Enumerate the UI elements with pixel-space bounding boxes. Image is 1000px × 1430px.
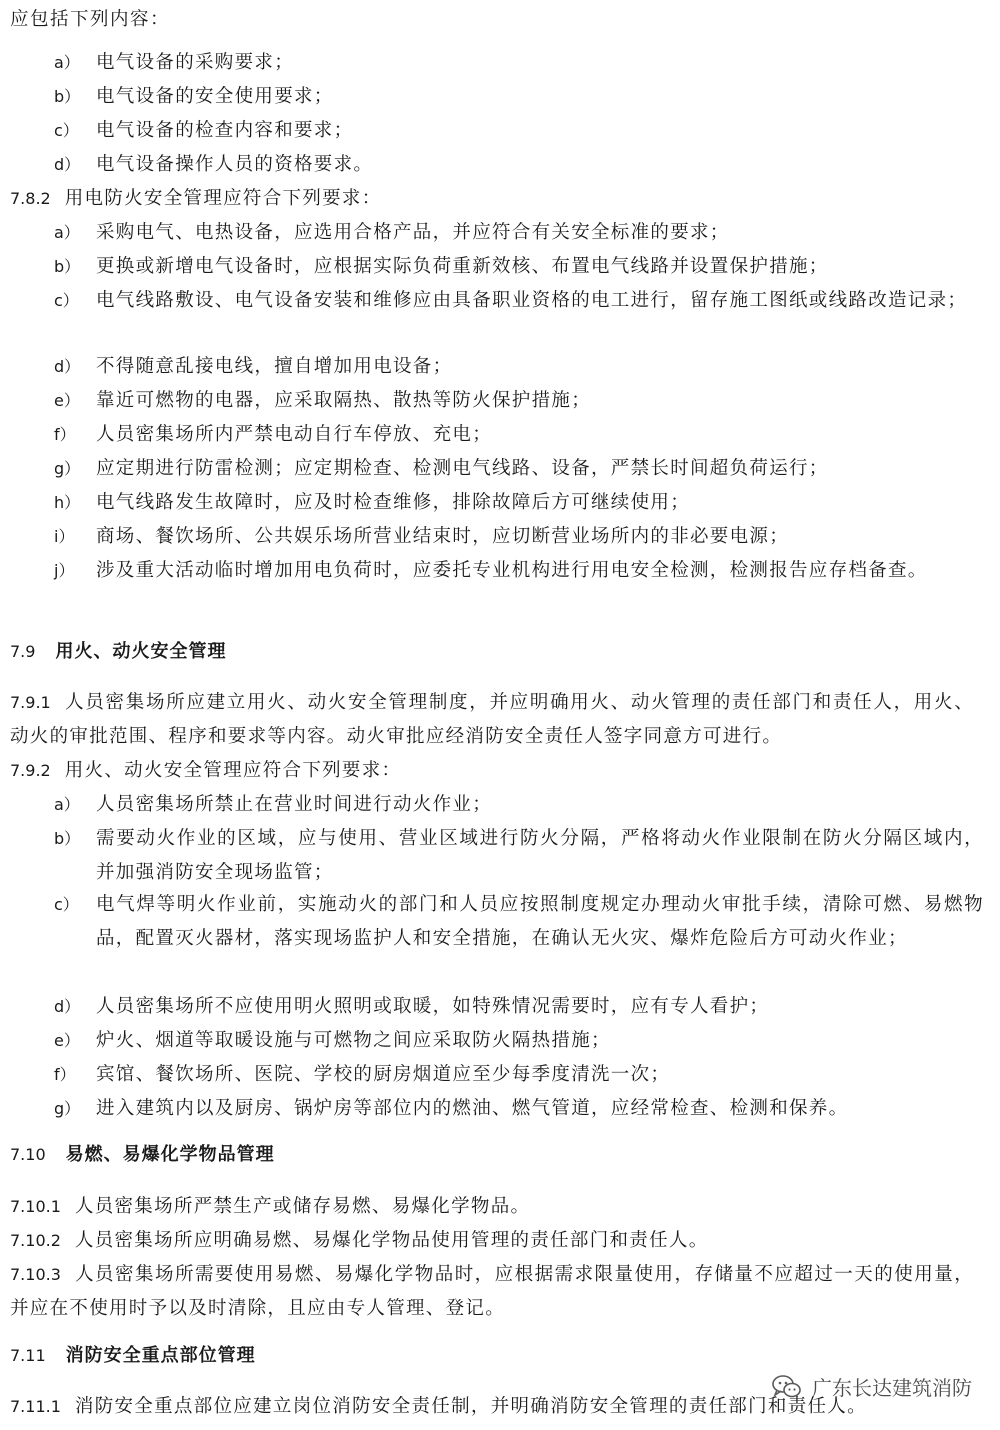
list-item (54, 350, 984, 384)
clause-7-9-1 (10, 686, 974, 754)
list-item-text: 采购电气、电热设备，应选用合格产品，并应符合有关安全标准的要求； (96, 222, 730, 243)
clause-7-9-2 (10, 754, 974, 788)
list-marker: c） (54, 291, 79, 310)
list-marker: b） (54, 257, 81, 276)
list-marker: a） (54, 795, 80, 814)
list-item (54, 418, 984, 452)
section-number: 7.9 (10, 642, 36, 661)
list-item-text: 电气设备操作人员的资格要求。 (96, 154, 374, 175)
section-heading-7-9 (10, 640, 226, 664)
list-item (54, 452, 984, 486)
list-marker: b） (54, 829, 81, 848)
list-item (54, 114, 984, 148)
list-item-text: 电气设备的检查内容和要求； (96, 120, 354, 141)
list-item-text: 人员密集场所不应使用明火照明或取暖，如特殊情况需要时，应有专人看护； (96, 996, 770, 1017)
list-item-text: 进入建筑内以及厨房、锅炉房等部位内的燃油、燃气管道，应经常检查、检测和保养。 (96, 1098, 849, 1119)
list-item (54, 284, 984, 318)
list-item-text: 商场、餐饮场所、公共娱乐场所营业结束时，应切断营业场所内的非必要电源； (96, 526, 790, 547)
section-title: 易燃、易爆化学物品管理 (65, 1144, 275, 1165)
intro-line: 应包括下列内容： (10, 9, 171, 30)
clause-number: 7.11.1 (10, 1397, 61, 1416)
list-marker: c） (54, 121, 79, 140)
clause-7-10-1 (10, 1190, 974, 1224)
clause-number: 7.9.1 (10, 693, 51, 712)
list-marker: f） (54, 425, 76, 444)
list-item-text: 电气设备的安全使用要求； (96, 86, 334, 107)
list-item-text: 不得随意乱接电线，擅自增加用电设备； (96, 356, 453, 377)
list-item (54, 216, 984, 250)
list-item (54, 46, 984, 80)
list-item (54, 80, 984, 114)
list-marker: d） (54, 357, 81, 376)
clause-text: 人员密集场所严禁生产或储存易燃、易爆化学物品。 (74, 1196, 531, 1217)
clause-text: 用电防火安全管理应符合下列要求： (64, 188, 382, 209)
clause-number: 7.8.2 (10, 189, 51, 208)
list-item-text: 应定期进行防雷检测；应定期检查、检测电气线路、设备，严禁长时间超负荷运行； (96, 458, 829, 479)
list-item (54, 384, 984, 418)
list-item-text: 电气线路敷设、电气设备安装和维修应由具备职业资格的电工进行，留存施工图纸或线路改造记录； (96, 290, 968, 311)
list-marker: f） (54, 1065, 76, 1084)
watermark-text: 广东长达建筑消防 (812, 1376, 972, 1400)
clause-7-8-2 (10, 182, 974, 216)
section-number: 7.11 (10, 1346, 46, 1365)
list-marker: h） (54, 493, 81, 512)
list-marker: b） (54, 87, 81, 106)
list-marker: i） (54, 527, 75, 546)
list-item-text: 电气设备的采购要求； (96, 52, 295, 73)
list-item-text: 电气线路发生故障时，应及时检查维修，排除故障后方可继续使用； (96, 492, 691, 513)
list-marker: a） (54, 53, 80, 72)
list-item-text: 更换或新增电气设备时，应根据实际负荷重新效核、布置电气线路并设置保护措施； (96, 256, 829, 277)
clause-number: 7.9.2 (10, 761, 51, 780)
list-item (54, 250, 984, 284)
list-item-text: 电气焊等明火作业前，实施动火的部门和人员应按照制度规定办理动火审批手续，清除可燃、易燃物品，配置灭火器材，落实现场监护人和安全措施，在确认无火灾、爆炸危险后方可动火作业； (96, 894, 984, 949)
list-marker: c） (54, 895, 79, 914)
list-item-text: 人员密集场所禁止在营业时间进行动火作业； (96, 794, 493, 815)
clause-number: 7.10.3 (10, 1265, 61, 1284)
list-item (54, 788, 984, 822)
list-marker: j） (54, 561, 75, 580)
list-item (54, 520, 984, 554)
clause-7-10-2 (10, 1224, 974, 1258)
list-item-text: 人员密集场所内严禁电动自行车停放、充电； (96, 424, 493, 445)
list-marker: a） (54, 223, 80, 242)
clause-text: 人员密集场所应建立用火、动火安全管理制度，并应明确用火、动火管理的责任部门和责任人，用火、动火的审批范围、程序和要求等内容。动火审批应经消防安全责任人签字同意方可进行。 (10, 692, 974, 747)
section-title: 用火、动火安全管理 (55, 641, 227, 662)
clause-text: 用火、动火安全管理应符合下列要求： (64, 760, 402, 781)
clause-number: 7.10.2 (10, 1231, 61, 1250)
list-item-text: 靠近可燃物的电器，应采取隔热、散热等防火保护措施； (96, 390, 592, 411)
section-heading-7-10 (10, 1143, 275, 1167)
list-item (54, 1024, 984, 1058)
clause-text: 消防安全重点部位应建立岗位消防安全责任制，并明确消防安全管理的责任部门和责任人。 (74, 1396, 867, 1417)
list-item-text: 宾馆、餐饮场所、医院、学校的厨房烟道应至少每季度清洗一次； (96, 1064, 671, 1085)
section-number: 7.10 (10, 1145, 46, 1164)
list-item (54, 148, 984, 182)
clause-text: 人员密集场所需要使用易燃、易爆化学物品时，应根据需求限量使用，存储量不应超过一天的使用量，并应在不使用时予以及时清除，且应由专人管理、登记。 (10, 1264, 974, 1319)
list-item (54, 554, 984, 588)
wechat-icon (772, 1374, 802, 1400)
list-item (54, 888, 984, 956)
clause-7-10-3 (10, 1258, 974, 1326)
list-marker: g） (54, 459, 81, 478)
list-item (54, 990, 984, 1024)
list-marker: g） (54, 1099, 81, 1118)
section-title: 消防安全重点部位管理 (65, 1345, 256, 1366)
wechat-watermark (772, 1372, 972, 1401)
clause-text: 人员密集场所应明确易燃、易爆化学物品使用管理的责任部门和责任人。 (74, 1230, 709, 1251)
list-item-text: 需要动火作业的区域，应与使用、营业区域进行防火分隔，严格将动火作业限制在防火分隔区域内，并加强消防安全现场监管； (96, 828, 984, 883)
list-marker: d） (54, 155, 81, 174)
list-item (54, 822, 984, 890)
list-marker: d） (54, 997, 81, 1016)
list-item-text: 涉及重大活动临时增加用电负荷时，应委托专业机构进行用电安全检测，检测报告应存档备查。 (96, 560, 928, 581)
list-item (54, 1058, 984, 1092)
list-marker: e） (54, 1031, 80, 1050)
list-item (54, 486, 984, 520)
clause-number: 7.10.1 (10, 1197, 61, 1216)
list-marker: e） (54, 391, 80, 410)
list-item (54, 1092, 984, 1126)
section-heading-7-11 (10, 1344, 256, 1368)
list-item-text: 炉火、烟道等取暖设施与可燃物之间应采取防火隔热措施； (96, 1030, 611, 1051)
